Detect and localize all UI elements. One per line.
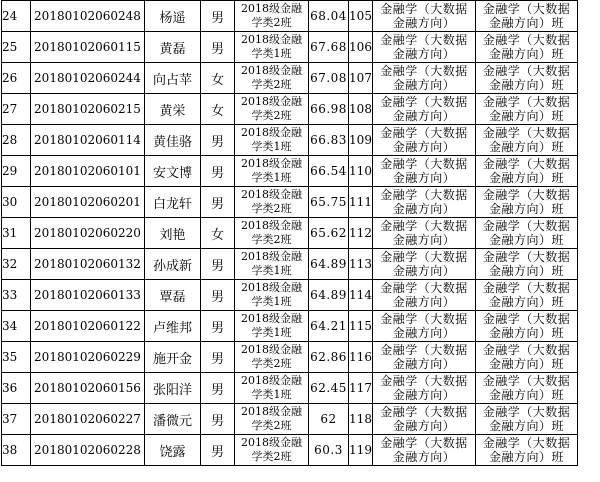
assigned-major-cell	[476, 435, 578, 466]
major-cell	[373, 311, 476, 342]
rank-cell: 115	[349, 311, 373, 342]
student-id-cell: 20180102060156	[31, 373, 145, 404]
student-id-cell: 20180102060228	[31, 435, 145, 466]
assigned-major-cell-line-2: 金融方向）班	[488, 202, 564, 216]
student-name-cell: 张阳洋	[145, 373, 201, 404]
class-cell	[235, 249, 309, 280]
major-cell-line-2: 金融方向）	[392, 295, 456, 309]
row-number-cell: 25	[2, 32, 31, 63]
rank-cell: 112	[349, 218, 373, 249]
major-cell-line-1: 金融学（大数据	[380, 281, 468, 295]
rank-cell: 118	[349, 404, 373, 435]
gender-cell: 女	[201, 63, 235, 94]
student-id-cell: 20180102060220	[31, 218, 145, 249]
major-cell	[373, 218, 476, 249]
assigned-major-cell	[476, 342, 578, 373]
row-number-cell: 30	[2, 187, 31, 218]
score-cell: 65.62	[309, 218, 349, 249]
assigned-major-cell-line-2: 金融方向）班	[488, 357, 564, 371]
assigned-major-cell-line-2: 金融方向）班	[488, 16, 564, 30]
major-cell	[373, 404, 476, 435]
row-number-cell: 24	[2, 1, 31, 32]
class-cell-line-2: 学类1班	[251, 140, 292, 153]
assigned-major-cell-line-1: 金融学（大数据	[482, 343, 571, 357]
score-cell: 66.83	[309, 125, 349, 156]
assigned-major-cell-line-1: 金融学（大数据	[482, 126, 571, 140]
rank-cell: 116	[349, 342, 373, 373]
major-cell-line-1: 金融学（大数据	[380, 343, 468, 357]
score-cell: 67.68	[309, 32, 349, 63]
major-cell-line-2: 金融方向）	[392, 16, 456, 30]
class-cell-line-1: 2018级金融	[241, 33, 302, 46]
class-cell	[235, 125, 309, 156]
score-cell: 62.86	[309, 342, 349, 373]
student-name-cell: 黄磊	[145, 32, 201, 63]
class-cell-line-1: 2018级金融	[241, 436, 302, 449]
class-cell-line-2: 学类1班	[251, 171, 292, 184]
rank-cell: 106	[349, 32, 373, 63]
class-cell	[235, 187, 309, 218]
class-cell-line-1: 2018级金融	[241, 64, 302, 77]
table-row	[2, 94, 578, 125]
row-number-cell: 26	[2, 63, 31, 94]
assigned-major-cell-line-2: 金融方向）班	[488, 388, 564, 402]
table-row	[2, 218, 578, 249]
row-number-cell: 35	[2, 342, 31, 373]
student-name-cell: 黄佳骆	[145, 125, 201, 156]
table-row	[2, 125, 578, 156]
class-cell-line-2: 学类1班	[251, 388, 292, 401]
assigned-major-cell	[476, 125, 578, 156]
student-name-cell: 向占苹	[145, 63, 201, 94]
rank-cell: 113	[349, 249, 373, 280]
assigned-major-cell-line-1: 金融学（大数据	[482, 312, 571, 326]
assigned-major-cell-line-2: 金融方向）班	[488, 450, 564, 464]
row-number-cell: 38	[2, 435, 31, 466]
table-row	[2, 249, 578, 280]
rank-cell: 117	[349, 373, 373, 404]
assigned-major-cell-line-1: 金融学（大数据	[482, 188, 571, 202]
gender-cell: 男	[201, 187, 235, 218]
class-cell	[235, 218, 309, 249]
class-cell-line-2: 学类1班	[251, 295, 292, 308]
table-row	[2, 404, 578, 435]
class-cell-line-2: 学类2班	[251, 78, 292, 91]
major-cell-line-1: 金融学（大数据	[380, 2, 468, 16]
gender-cell: 男	[201, 156, 235, 187]
table-row	[2, 280, 578, 311]
student-ranking-table	[1, 0, 578, 466]
class-cell-line-2: 学类1班	[251, 47, 292, 60]
major-cell	[373, 373, 476, 404]
student-id-cell: 20180102060201	[31, 187, 145, 218]
assigned-major-cell-line-1: 金融学（大数据	[482, 436, 571, 450]
score-cell: 65.75	[309, 187, 349, 218]
gender-cell: 男	[201, 404, 235, 435]
class-cell	[235, 311, 309, 342]
student-name-cell: 黄栄	[145, 94, 201, 125]
student-id-cell: 20180102060215	[31, 94, 145, 125]
rank-cell: 114	[349, 280, 373, 311]
major-cell	[373, 32, 476, 63]
major-cell	[373, 125, 476, 156]
major-cell-line-1: 金融学（大数据	[380, 157, 468, 171]
class-cell-line-2: 学类2班	[251, 109, 292, 122]
class-cell	[235, 63, 309, 94]
rank-cell: 108	[349, 94, 373, 125]
class-cell-line-1: 2018级金融	[241, 281, 302, 294]
student-id-cell: 20180102060101	[31, 156, 145, 187]
table-row	[2, 1, 578, 32]
gender-cell: 男	[201, 249, 235, 280]
rank-cell: 107	[349, 63, 373, 94]
assigned-major-cell-line-2: 金融方向）班	[488, 109, 564, 123]
gender-cell: 女	[201, 218, 235, 249]
assigned-major-cell-line-1: 金融学（大数据	[482, 95, 571, 109]
assigned-major-cell	[476, 373, 578, 404]
assigned-major-cell	[476, 63, 578, 94]
assigned-major-cell	[476, 218, 578, 249]
major-cell-line-2: 金融方向）	[392, 233, 456, 247]
student-name-cell: 刘艳	[145, 218, 201, 249]
assigned-major-cell-line-2: 金融方向）班	[488, 264, 564, 278]
major-cell	[373, 63, 476, 94]
class-cell	[235, 435, 309, 466]
student-id-cell: 20180102060229	[31, 342, 145, 373]
assigned-major-cell-line-2: 金融方向）班	[488, 171, 564, 185]
row-number-cell: 28	[2, 125, 31, 156]
student-id-cell: 20180102060133	[31, 280, 145, 311]
student-name-cell: 杨遥	[145, 1, 201, 32]
score-cell: 60.3	[309, 435, 349, 466]
major-cell-line-1: 金融学（大数据	[380, 312, 468, 326]
assigned-major-cell-line-2: 金融方向）班	[488, 295, 564, 309]
row-number-cell: 32	[2, 249, 31, 280]
major-cell-line-1: 金融学（大数据	[380, 188, 468, 202]
score-cell: 62	[309, 404, 349, 435]
major-cell	[373, 1, 476, 32]
student-id-cell: 20180102060122	[31, 311, 145, 342]
major-cell-line-1: 金融学（大数据	[380, 219, 468, 233]
assigned-major-cell-line-2: 金融方向）班	[488, 233, 564, 247]
student-name-cell: 覃磊	[145, 280, 201, 311]
major-cell-line-1: 金融学（大数据	[380, 64, 468, 78]
class-cell-line-1: 2018级金融	[241, 157, 302, 170]
assigned-major-cell	[476, 249, 578, 280]
gender-cell: 男	[201, 32, 235, 63]
class-cell-line-1: 2018级金融	[241, 188, 302, 201]
class-cell	[235, 373, 309, 404]
score-cell: 64.89	[309, 249, 349, 280]
table-row	[2, 63, 578, 94]
score-cell: 66.98	[309, 94, 349, 125]
gender-cell: 男	[201, 435, 235, 466]
class-cell-line-1: 2018级金融	[241, 374, 302, 387]
class-cell	[235, 280, 309, 311]
class-cell-line-2: 学类2班	[251, 202, 292, 215]
major-cell-line-1: 金融学（大数据	[380, 126, 468, 140]
major-cell-line-2: 金融方向）	[392, 202, 456, 216]
score-cell: 64.89	[309, 280, 349, 311]
class-cell-line-2: 学类2班	[251, 233, 292, 246]
assigned-major-cell-line-1: 金融学（大数据	[482, 405, 571, 419]
assigned-major-cell	[476, 280, 578, 311]
class-cell	[235, 404, 309, 435]
major-cell	[373, 249, 476, 280]
major-cell-line-2: 金融方向）	[392, 450, 456, 464]
score-cell: 67.08	[309, 63, 349, 94]
score-cell: 66.54	[309, 156, 349, 187]
class-cell-line-1: 2018级金融	[241, 312, 302, 325]
row-number-cell: 34	[2, 311, 31, 342]
assigned-major-cell	[476, 94, 578, 125]
assigned-major-cell-line-1: 金融学（大数据	[482, 219, 571, 233]
gender-cell: 女	[201, 94, 235, 125]
class-cell-line-1: 2018级金融	[241, 2, 302, 15]
major-cell	[373, 435, 476, 466]
assigned-major-cell	[476, 156, 578, 187]
gender-cell: 男	[201, 1, 235, 32]
class-cell	[235, 32, 309, 63]
student-id-cell: 20180102060132	[31, 249, 145, 280]
class-cell-line-1: 2018级金融	[241, 343, 302, 356]
row-number-cell: 31	[2, 218, 31, 249]
class-cell	[235, 342, 309, 373]
gender-cell: 男	[201, 280, 235, 311]
assigned-major-cell	[476, 1, 578, 32]
score-cell: 64.21	[309, 311, 349, 342]
gender-cell: 男	[201, 311, 235, 342]
rank-cell: 109	[349, 125, 373, 156]
assigned-major-cell	[476, 32, 578, 63]
table-row	[2, 187, 578, 218]
student-name-cell: 卢维邦	[145, 311, 201, 342]
major-cell-line-1: 金融学（大数据	[380, 95, 468, 109]
assigned-major-cell-line-1: 金融学（大数据	[482, 64, 571, 78]
student-id-cell: 20180102060227	[31, 404, 145, 435]
assigned-major-cell-line-1: 金融学（大数据	[482, 374, 571, 388]
major-cell-line-2: 金融方向）	[392, 109, 456, 123]
class-cell-line-2: 学类2班	[251, 450, 292, 463]
major-cell-line-1: 金融学（大数据	[380, 33, 468, 47]
assigned-major-cell	[476, 404, 578, 435]
major-cell-line-2: 金融方向）	[392, 78, 456, 92]
major-cell-line-2: 金融方向）	[392, 171, 456, 185]
table-row	[2, 435, 578, 466]
major-cell-line-2: 金融方向）	[392, 326, 456, 340]
class-cell-line-2: 学类1班	[251, 326, 292, 339]
rank-cell: 111	[349, 187, 373, 218]
major-cell-line-1: 金融学（大数据	[380, 250, 468, 264]
major-cell-line-1: 金融学（大数据	[380, 374, 468, 388]
row-number-cell: 29	[2, 156, 31, 187]
gender-cell: 男	[201, 373, 235, 404]
score-cell: 68.04	[309, 1, 349, 32]
gender-cell: 男	[201, 125, 235, 156]
assigned-major-cell	[476, 311, 578, 342]
assigned-major-cell-line-1: 金融学（大数据	[482, 250, 571, 264]
assigned-major-cell-line-1: 金融学（大数据	[482, 33, 571, 47]
major-cell-line-2: 金融方向）	[392, 47, 456, 61]
row-number-cell: 27	[2, 94, 31, 125]
class-cell-line-2: 学类2班	[251, 16, 292, 29]
class-cell-line-2: 学类2班	[251, 419, 292, 432]
major-cell-line-2: 金融方向）	[392, 264, 456, 278]
student-name-cell: 饶露	[145, 435, 201, 466]
class-cell-line-1: 2018级金融	[241, 405, 302, 418]
class-cell	[235, 156, 309, 187]
major-cell-line-1: 金融学（大数据	[380, 405, 468, 419]
major-cell	[373, 342, 476, 373]
row-number-cell: 37	[2, 404, 31, 435]
student-name-cell: 孙成新	[145, 249, 201, 280]
table-row	[2, 311, 578, 342]
table-body	[2, 1, 578, 466]
student-name-cell: 白龙轩	[145, 187, 201, 218]
assigned-major-cell-line-1: 金融学（大数据	[482, 281, 571, 295]
student-name-cell: 施开金	[145, 342, 201, 373]
assigned-major-cell-line-2: 金融方向）班	[488, 419, 564, 433]
assigned-major-cell-line-2: 金融方向）班	[488, 47, 564, 61]
class-cell-line-1: 2018级金融	[241, 126, 302, 139]
class-cell	[235, 1, 309, 32]
class-cell-line-1: 2018级金融	[241, 250, 302, 263]
assigned-major-cell-line-2: 金融方向）班	[488, 326, 564, 340]
class-cell-line-2: 学类2班	[251, 357, 292, 370]
student-id-cell: 20180102060248	[31, 1, 145, 32]
major-cell	[373, 94, 476, 125]
major-cell-line-2: 金融方向）	[392, 140, 456, 154]
major-cell	[373, 280, 476, 311]
class-cell-line-2: 学类1班	[251, 264, 292, 277]
major-cell-line-2: 金融方向）	[392, 419, 456, 433]
assigned-major-cell-line-2: 金融方向）班	[488, 78, 564, 92]
major-cell-line-2: 金融方向）	[392, 388, 456, 402]
score-cell: 62.45	[309, 373, 349, 404]
student-name-cell: 安文博	[145, 156, 201, 187]
row-number-cell: 36	[2, 373, 31, 404]
table-row	[2, 373, 578, 404]
major-cell	[373, 156, 476, 187]
major-cell-line-1: 金融学（大数据	[380, 436, 468, 450]
rank-cell: 119	[349, 435, 373, 466]
student-id-cell: 20180102060114	[31, 125, 145, 156]
class-cell-line-1: 2018级金融	[241, 219, 302, 232]
student-id-cell: 20180102060115	[31, 32, 145, 63]
class-cell-line-1: 2018级金融	[241, 95, 302, 108]
assigned-major-cell-line-1: 金融学（大数据	[482, 2, 571, 16]
assigned-major-cell-line-1: 金融学（大数据	[482, 157, 571, 171]
major-cell-line-2: 金融方向）	[392, 357, 456, 371]
table-row	[2, 156, 578, 187]
class-cell	[235, 94, 309, 125]
table-row	[2, 32, 578, 63]
rank-cell: 110	[349, 156, 373, 187]
rank-cell: 105	[349, 1, 373, 32]
assigned-major-cell	[476, 187, 578, 218]
assigned-major-cell-line-2: 金融方向）班	[488, 140, 564, 154]
student-id-cell: 20180102060244	[31, 63, 145, 94]
table-row	[2, 342, 578, 373]
row-number-cell: 33	[2, 280, 31, 311]
student-name-cell: 潘微元	[145, 404, 201, 435]
gender-cell: 男	[201, 342, 235, 373]
major-cell	[373, 187, 476, 218]
